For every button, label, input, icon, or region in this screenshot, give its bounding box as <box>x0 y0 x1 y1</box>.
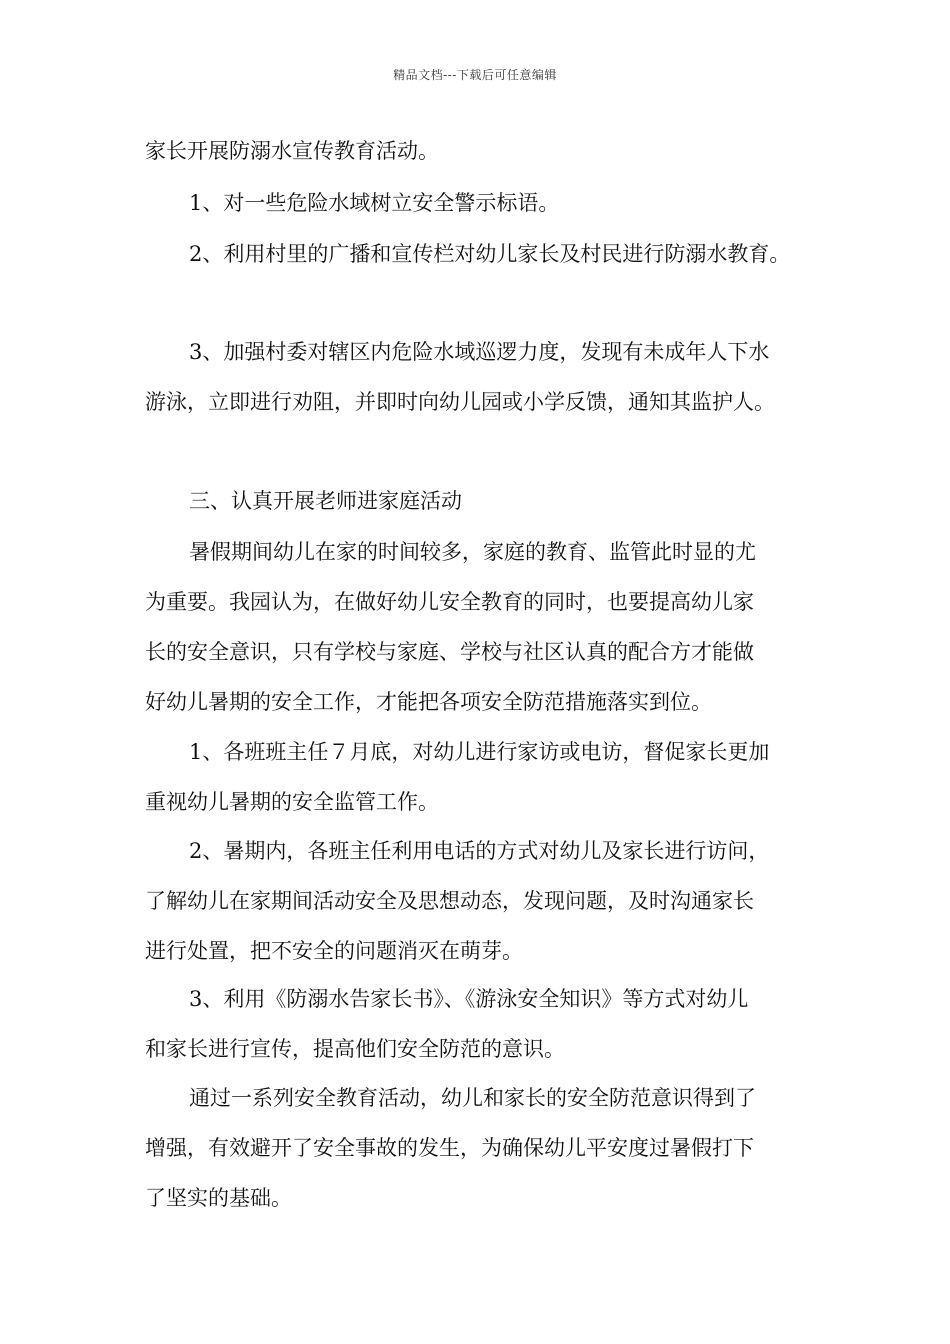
text-line: 家长开展防溺水宣传教育活动。 <box>145 139 439 163</box>
page-header: 精品文档---下载后可任意编辑 <box>393 68 557 82</box>
text-line: 3、加强村委对辖区内危险水域巡逻力度，发现有未成年人下水 <box>189 340 770 364</box>
text-line: 了解幼儿在家期间活动安全及思想动态，发现问题，及时沟通家长 <box>145 889 754 913</box>
text-line: 长的安全意识，只有学校与家庭、学校与社区认真的配合方才能做 <box>145 640 754 664</box>
text-line: 好幼儿暑期的安全工作，才能把各项安全防范措施落实到位。 <box>145 690 712 714</box>
text-line: 2、利用村里的广播和宣传栏对幼儿家长及村民进行防溺水教育。 <box>189 242 791 266</box>
text-line: 增强，有效避开了安全事故的发生，为确保幼儿平安度过暑假打下 <box>145 1136 754 1160</box>
paragraph-item-3 <box>145 327 825 427</box>
paragraph-summer-intro <box>145 527 825 727</box>
paragraph-item-2 <box>145 229 869 279</box>
paragraph-visit-item-1 <box>145 727 825 827</box>
text-line: 游泳，立即进行劝阻，并即时向幼儿园或小学反馈，通知其监护人。 <box>145 390 775 414</box>
text-line: 为重要。我园认为，在做好幼儿安全教育的同时，也要提高幼儿家 <box>145 590 754 614</box>
paragraph-item-1 <box>145 178 869 228</box>
section-heading <box>145 476 869 526</box>
text-line: 和家长进行宣传，提高他们安全防范的意识。 <box>145 1037 565 1061</box>
text-line: 2、暑期内，各班主任利用电话的方式对幼儿及家长进行访问， <box>189 839 770 863</box>
text-line: 3、利用《防溺水告家长书》、《游泳安全知识》等方式对幼儿 <box>189 987 749 1011</box>
text-line: 1、对一些危险水域树立安全警示标语。 <box>189 191 560 215</box>
text-line: 暑假期间幼儿在家的时间较多，家庭的教育、监管此时显的尤 <box>189 540 756 564</box>
text-line: 1、各班班主任７月底，对幼儿进行家访或电访，督促家长更加 <box>189 740 770 764</box>
text-line: 了坚实的基础。 <box>145 1186 292 1210</box>
paragraph-visit-item-2 <box>145 826 825 976</box>
text-line: 通过一系列安全教育活动，幼儿和家长的安全防范意识得到了 <box>189 1086 756 1110</box>
text-line: 进行处置，把不安全的问题消灭在萌芽。 <box>145 939 523 963</box>
text-line: 重视幼儿暑期的安全监管工作。 <box>145 790 439 814</box>
text-line: 三、认真开展老师进家庭活动 <box>189 489 462 513</box>
paragraph-conclusion <box>145 1073 825 1223</box>
paragraph-continuation <box>145 126 825 176</box>
paragraph-visit-item-3 <box>145 974 825 1074</box>
